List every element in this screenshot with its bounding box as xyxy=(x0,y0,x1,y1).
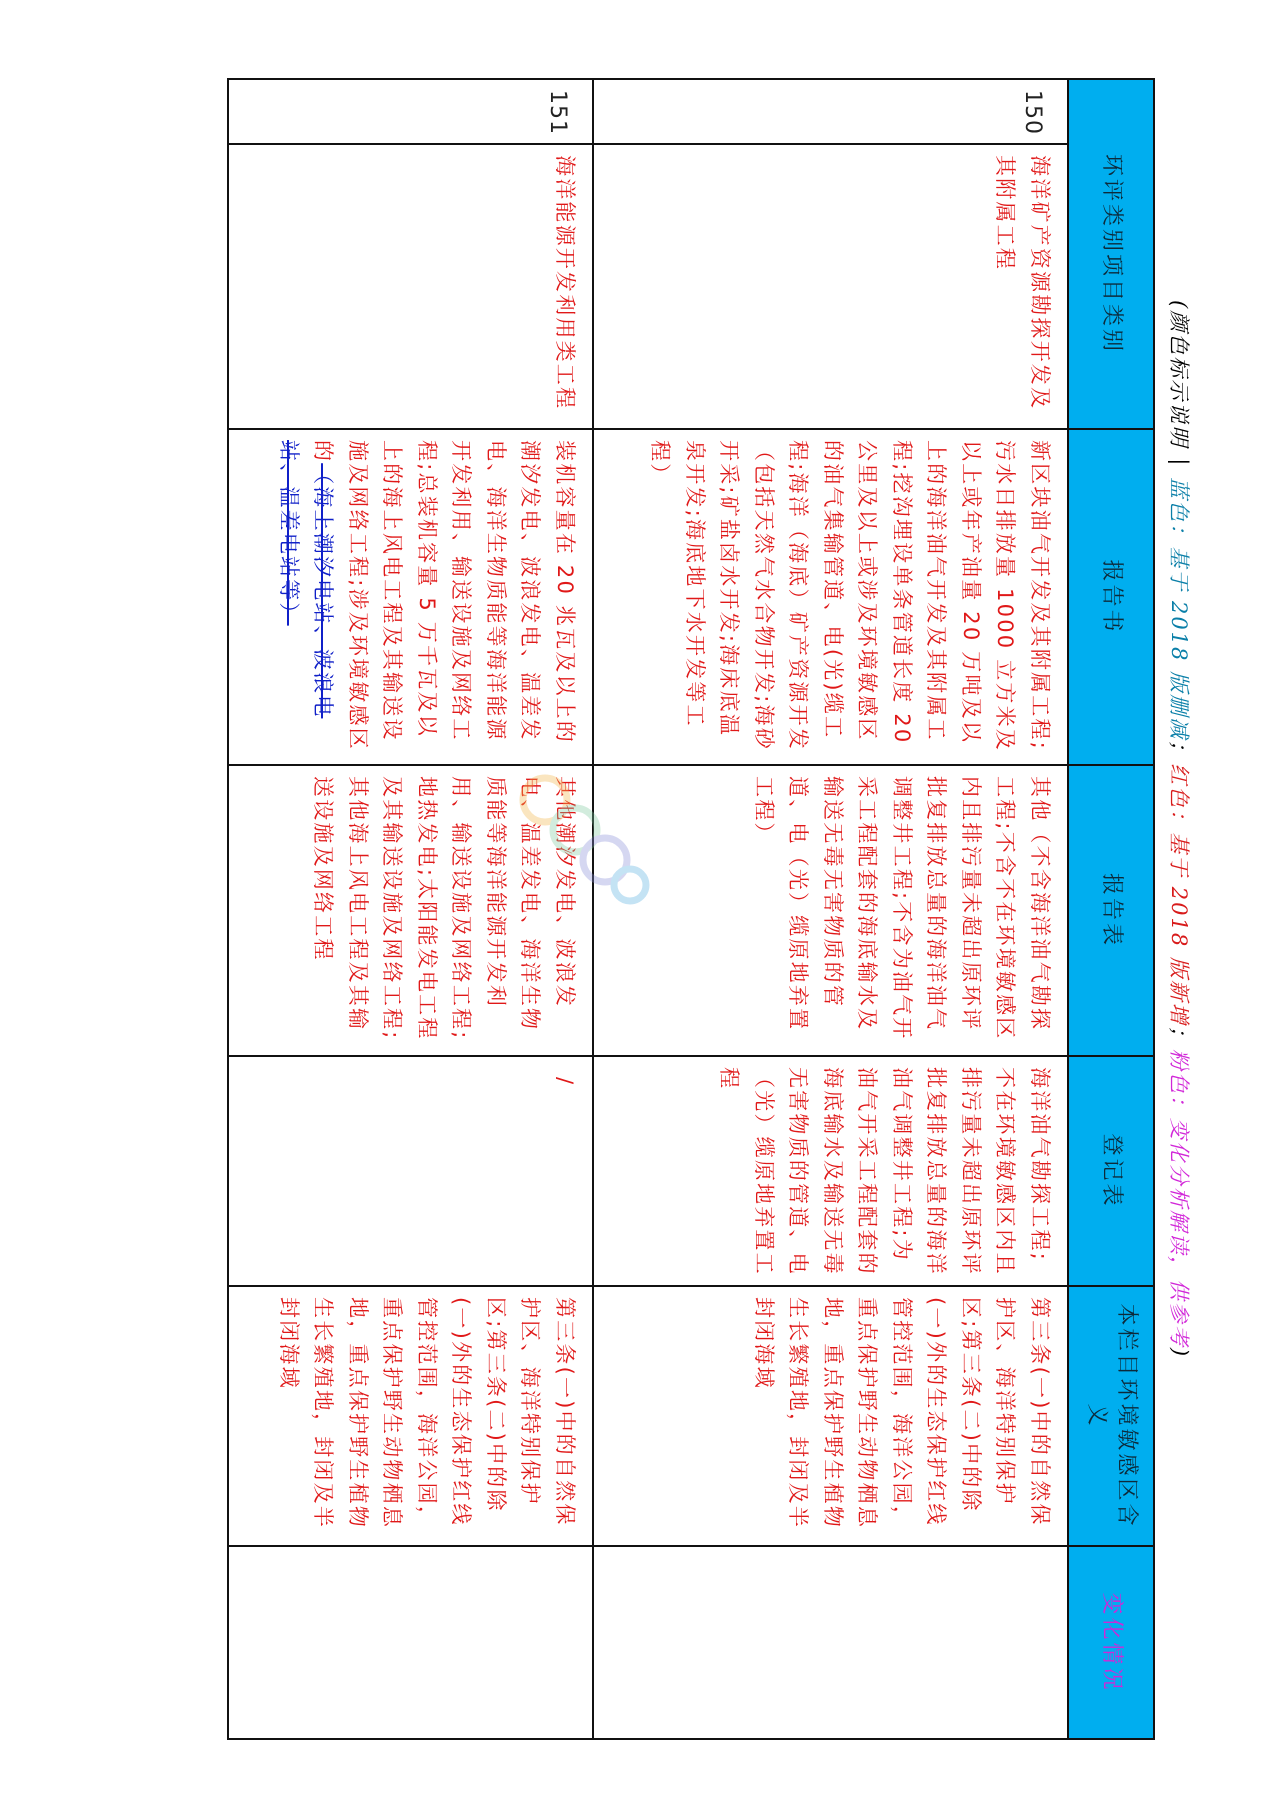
change-cell xyxy=(228,1546,593,1739)
report-book-cell xyxy=(228,429,593,765)
header-category: 环评类别项目类别 xyxy=(1068,79,1154,429)
change-cell xyxy=(593,1546,1068,1739)
header-report-book: 报告书 xyxy=(1068,429,1154,765)
project-name: 海洋能源开发利用类工程 xyxy=(228,144,593,429)
eia-category-table xyxy=(229,78,1155,1738)
header-report-table: 报告表 xyxy=(1068,765,1154,1056)
report-table-cell: 其他（不含海洋油气勘探工程;不含不在环境敏感区内且排污量未超出原环评批复排放总量的海洋油气调整井工程;不含为油气开采工程配套的海底输水及输送无毒无害物质的管道、电（光）缆原地弃置工程） xyxy=(593,765,1068,1056)
header-sensitive-zone: 本栏目环境敏感区含义 xyxy=(1068,1286,1154,1546)
registration-cell: / xyxy=(228,1056,593,1286)
registration-cell: 海洋油气勘探工程;不在环境敏感区内且排污量未超出原环评批复排放总量的海洋油气调整井工程;为油气开采工程配套的海底输水及输送无毒无害物质的管道、电（光）缆原地弃置工程 xyxy=(593,1056,1068,1286)
header-row xyxy=(1068,79,1154,1739)
legend-semicolon: ； xyxy=(1167,740,1191,764)
legend-red-added: 红色：基于 2018 版新增 xyxy=(1167,763,1191,1026)
legend-semicolon: ； xyxy=(1167,1025,1191,1049)
report-table-cell: 其他潮汐发电、波浪发电、温差发电、海洋生物质能等海洋能源开发利用、输送设施及网络工程;地热发电;太阳能发电工程及其输送设施及网络工程;其他海上风电工程及其输送设施及网络工程 xyxy=(228,765,593,1056)
legend-open: (颜色标示说明 xyxy=(1167,300,1191,449)
legend-separator: | xyxy=(1168,458,1192,468)
legend-pink-analysis: 粉色：变化分析解读，供参考 xyxy=(1167,1048,1191,1348)
legend-close: ) xyxy=(1168,1347,1192,1359)
legend-blue-deleted: 蓝色：基于 2018 版删减 xyxy=(1167,477,1191,741)
header-registration: 登记表 xyxy=(1068,1056,1154,1286)
report-book-added-text: 装机容量在 20 兆瓦及以上的潮汐发电、波浪发电、温差发电、海洋生物质能等海洋能源开发利用、输送设施及网络工程;总装机容量 5 万千瓦及以上的海上风电工程及其输送设施及网络工程;涉及环境敏感区的 xyxy=(311,440,577,751)
header-change: 变化情况 xyxy=(1068,1546,1154,1739)
row-number: 151 xyxy=(228,79,593,144)
row-number: 150 xyxy=(593,79,1068,144)
report-book-cell: 新区块油气开发及其附属工程;污水日排放量 1000 立方米及以上或年产油量 20 万吨及以上的海洋油气开发及其附属工程;挖沟埋设单条管道长度 20 公里及以上或涉及环境敏感区的油气集输管道、电(光)缆工程;海洋（海底）矿产资源开发（包括天然气水合物开发;海砂开采;矿盐卤水开发;海床底温泉开发;海底地下水开发等工程） xyxy=(593,429,1068,765)
report-book-deleted-text: （海上潮汐电站、波浪电站、温差电站等） xyxy=(277,440,336,719)
table-row-151 xyxy=(228,79,593,1739)
project-name: 海洋矿产资源勘探开发及其附属工程 xyxy=(593,144,1068,429)
color-legend xyxy=(1160,300,1200,1520)
table-row-150 xyxy=(593,79,1068,1739)
sensitive-zone-cell: 第三条(一)中的自然保护区、海洋特别保护区;第三条(二)中的除(一)外的生态保护红线管控范围，海洋公园，重点保护野生动物栖息地，重点保护野生植物生长繁殖地，封闭及半封闭海域 xyxy=(593,1286,1068,1546)
sensitive-zone-cell: 第三条(一)中的自然保护区、海洋特别保护区;第三条(二)中的除(一)外的生态保护红线管控范围，海洋公园，重点保护野生动物栖息地，重点保护野生植物生长繁殖地，封闭及半封闭海域 xyxy=(228,1286,593,1546)
